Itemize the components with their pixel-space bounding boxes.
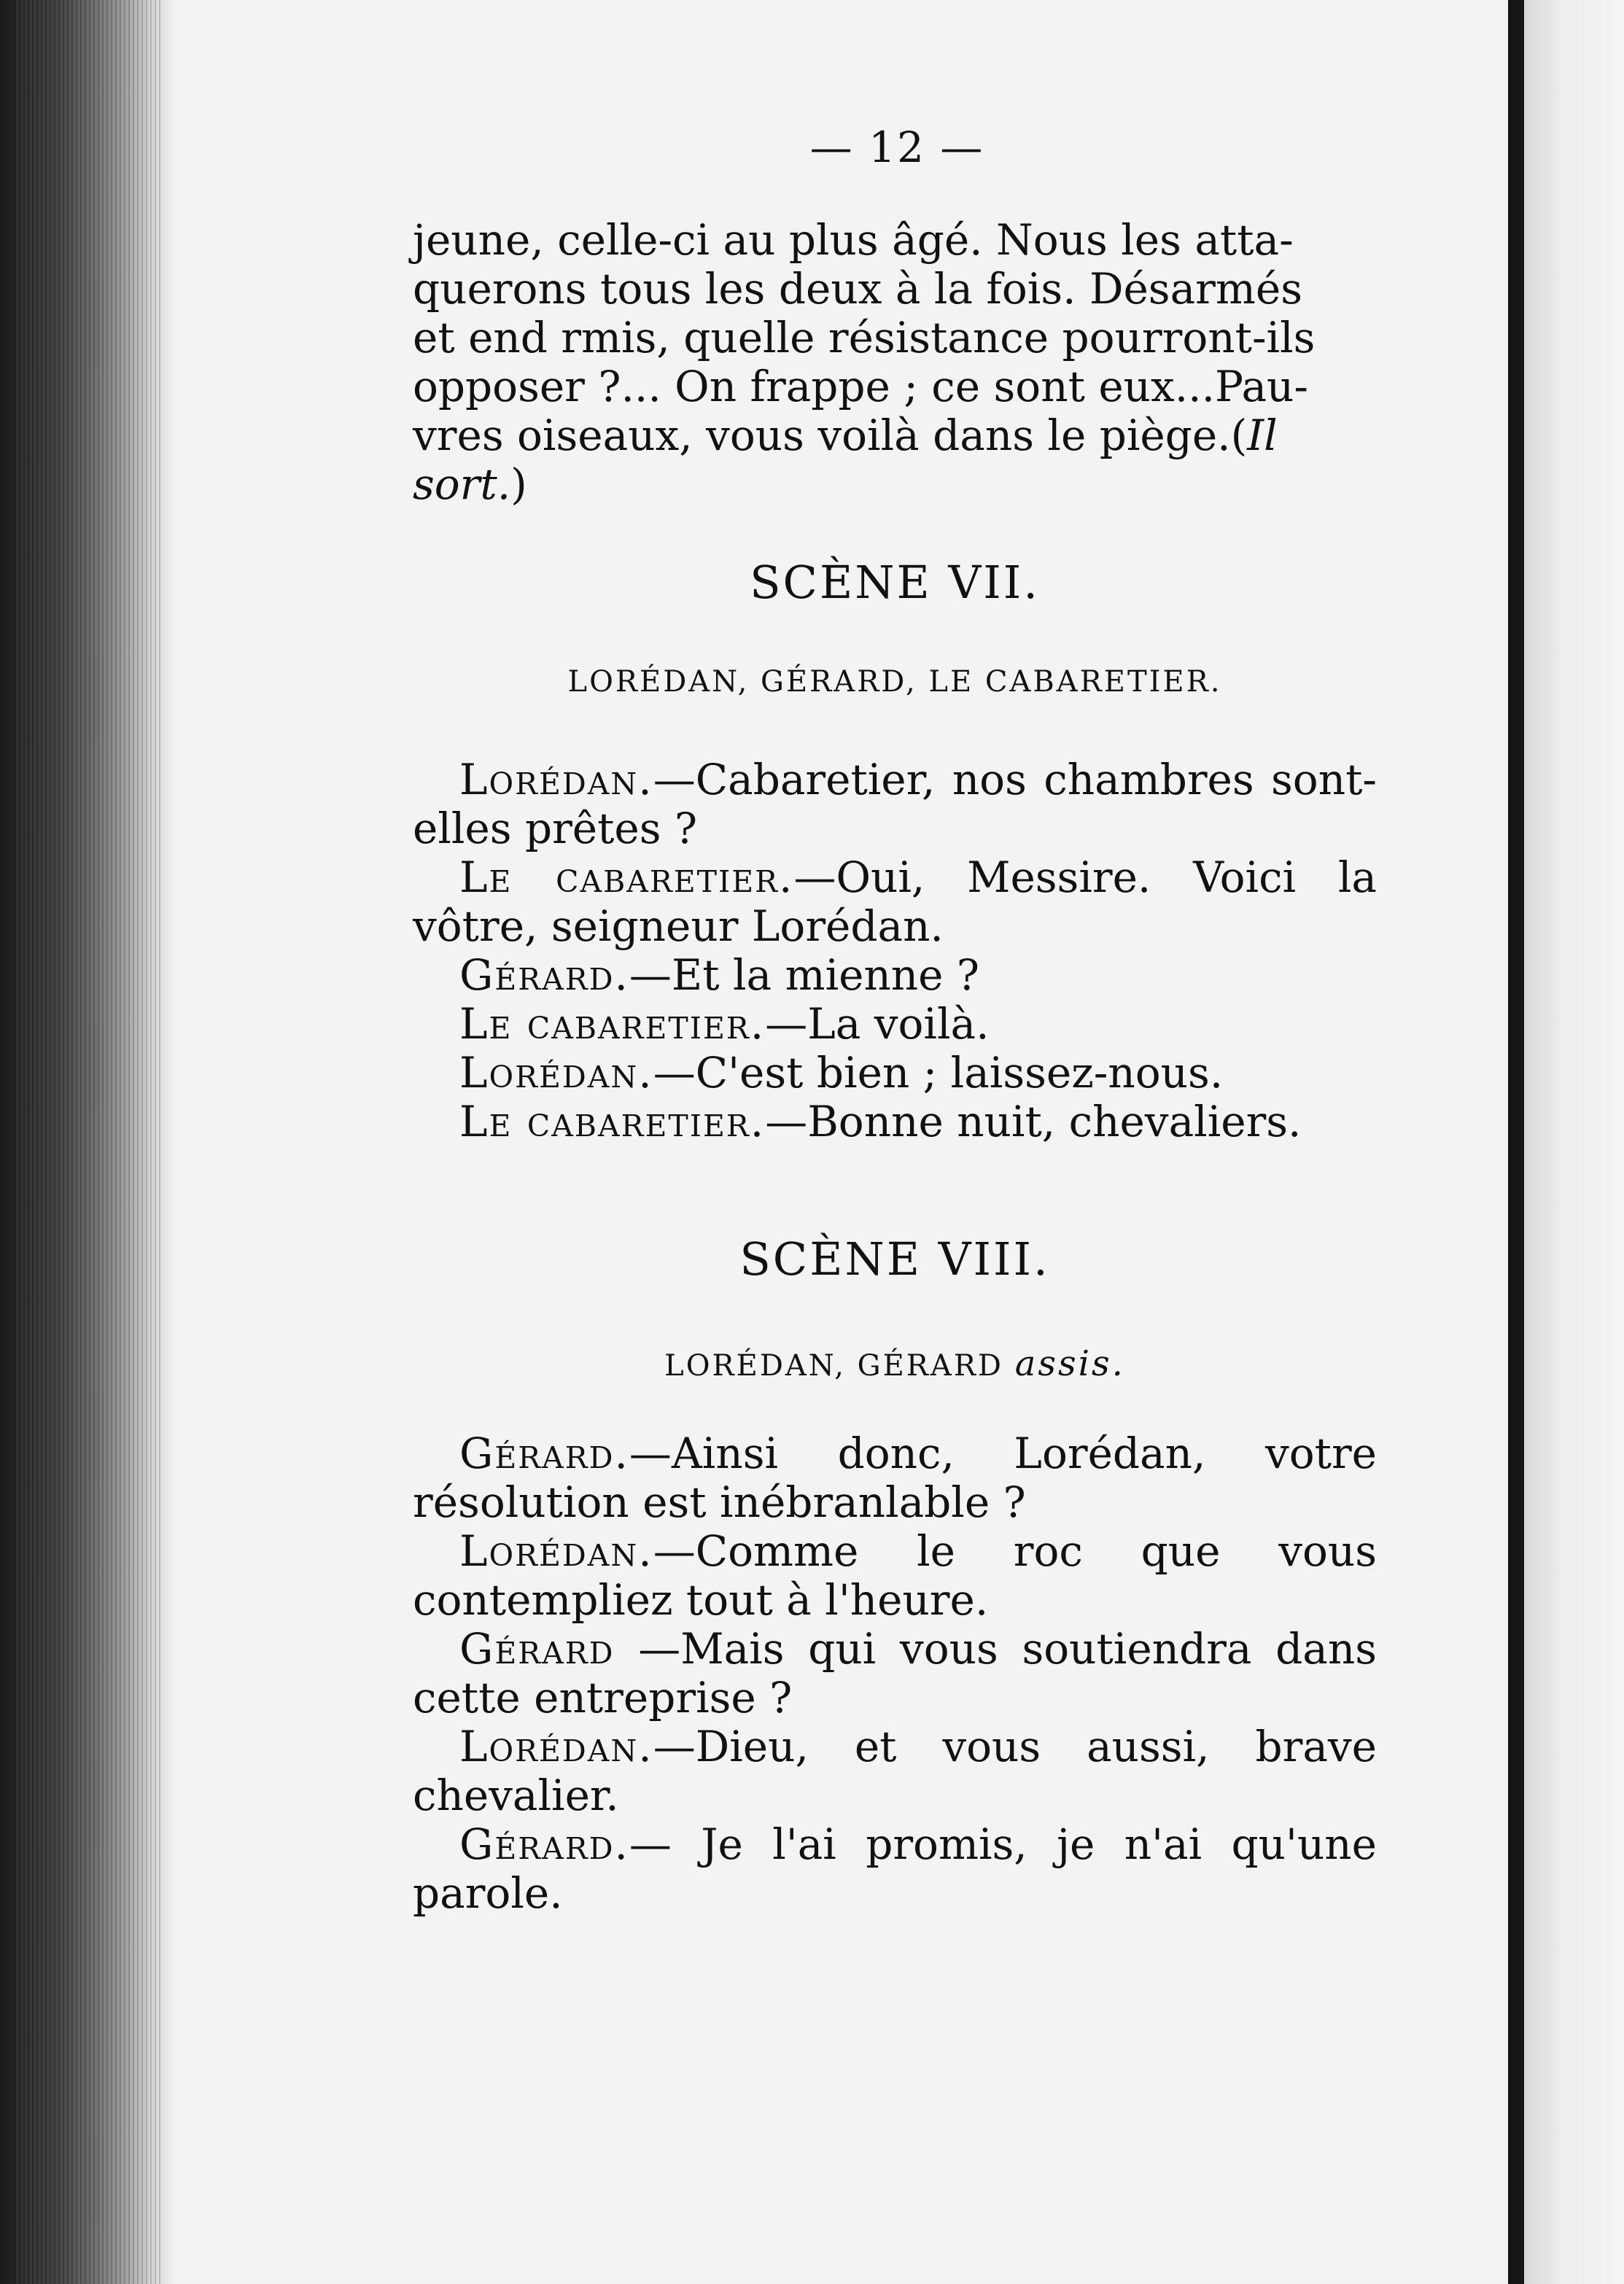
scene-8-title: SCÈNE VIII. <box>739 1232 1050 1286</box>
dialogue-line <box>413 1625 1377 1722</box>
dialogue-text: —C'est bien ; laissez-nous. <box>653 1048 1224 1098</box>
scene-7-title: SCÈNE VII. <box>750 556 1040 609</box>
intro-line-3: et end rmis, quelle résistance pourront-ils <box>413 313 1316 362</box>
speaker-name: Gérard. <box>459 950 629 1000</box>
dialogue-text: —Bonne nuit, chevaliers. <box>765 1097 1302 1146</box>
scene-8-cast-names: LORÉDAN, GÉRARD <box>664 1349 1003 1383</box>
dialogue-line <box>413 853 1377 951</box>
dialogue-line <box>413 1820 1377 1918</box>
dialogue-line <box>413 951 1377 1000</box>
intro-line-6-close: ) <box>510 459 527 509</box>
speaker-name: Lorédan. <box>459 1526 653 1576</box>
dialogue-line <box>413 755 1377 853</box>
speaker-name: Lorédan. <box>459 1048 653 1098</box>
dialogue-text: —Dieu, et vous aussi, brave chevalier. <box>413 1722 1377 1820</box>
speaker-name: Le cabaretier. <box>459 852 794 902</box>
intro-line-2: querons tous les deux à la fois. Désarmés <box>413 264 1302 314</box>
speaker-name: Gérard <box>459 1624 615 1674</box>
scene-7-cast: LORÉDAN, GÉRARD, LE CABARETIER. <box>567 665 1222 699</box>
dialogue-line <box>413 1049 1377 1098</box>
dialogue-text: — Je l'ai promis, je n'ai qu'une parole. <box>413 1819 1377 1918</box>
scene-8-cast-italic: assis. <box>1014 1343 1125 1384</box>
speaker-name: Gérard. <box>459 1429 629 1478</box>
intro-line-5-text: vres oiseaux, vous voilà dans le piège.( <box>413 411 1248 460</box>
intro-line-4: opposer ?... On frappe ; ce sont eux...Pau- <box>413 362 1308 411</box>
speaker-name: Lorédan. <box>459 1722 653 1771</box>
facing-page-strip <box>1524 0 1624 2284</box>
dialogue-line <box>413 1722 1377 1820</box>
dialogue-text: —Ainsi donc, Lorédan, votre résolution est inébranlable ? <box>413 1429 1377 1527</box>
intro-line-1: jeune, celle-ci au plus âgé. Nous les atta- <box>413 215 1294 265</box>
intro-line-5 <box>413 411 1377 460</box>
speaker-name: Gérard. <box>459 1819 629 1869</box>
dialogue-text: —Mais qui vous soutiendra dans cette entreprise ? <box>413 1624 1377 1722</box>
dialogue-text: —Oui, Messire. Voici la vôtre, seigneur Lorédan. <box>413 852 1377 951</box>
intro-paragraph <box>413 216 1377 509</box>
page-number: — 12 — <box>809 123 984 172</box>
page-edges-texture <box>15 0 160 2284</box>
scene-8-cast <box>413 1343 1377 1384</box>
scene-8-dialogue <box>413 1429 1377 1918</box>
speaker-name: Le cabaretier. <box>459 1097 766 1146</box>
scene-7-dialogue <box>413 755 1377 1146</box>
dialogue-text: —Et la mienne ? <box>629 950 980 1000</box>
dialogue-text: —Cabaretier, nos chambres sont-elles prêtes ? <box>413 755 1377 853</box>
dialogue-line <box>413 1429 1377 1527</box>
dialogue-line <box>413 1098 1377 1146</box>
dialogue-line <box>413 1527 1377 1625</box>
intro-line-6 <box>413 460 1377 509</box>
dialogue-text: —La voilà. <box>765 999 990 1049</box>
speaker-name: Le cabaretier. <box>459 999 766 1049</box>
right-page-edge <box>1508 0 1524 2284</box>
speaker-name: Lorédan. <box>459 755 653 804</box>
dialogue-line <box>413 1000 1377 1049</box>
intro-line-6-italic: sort. <box>413 459 511 509</box>
intro-line-5-italic: Il <box>1247 411 1278 460</box>
dialogue-text: —Comme le roc que vous contempliez tout à l'heure. <box>413 1526 1377 1625</box>
